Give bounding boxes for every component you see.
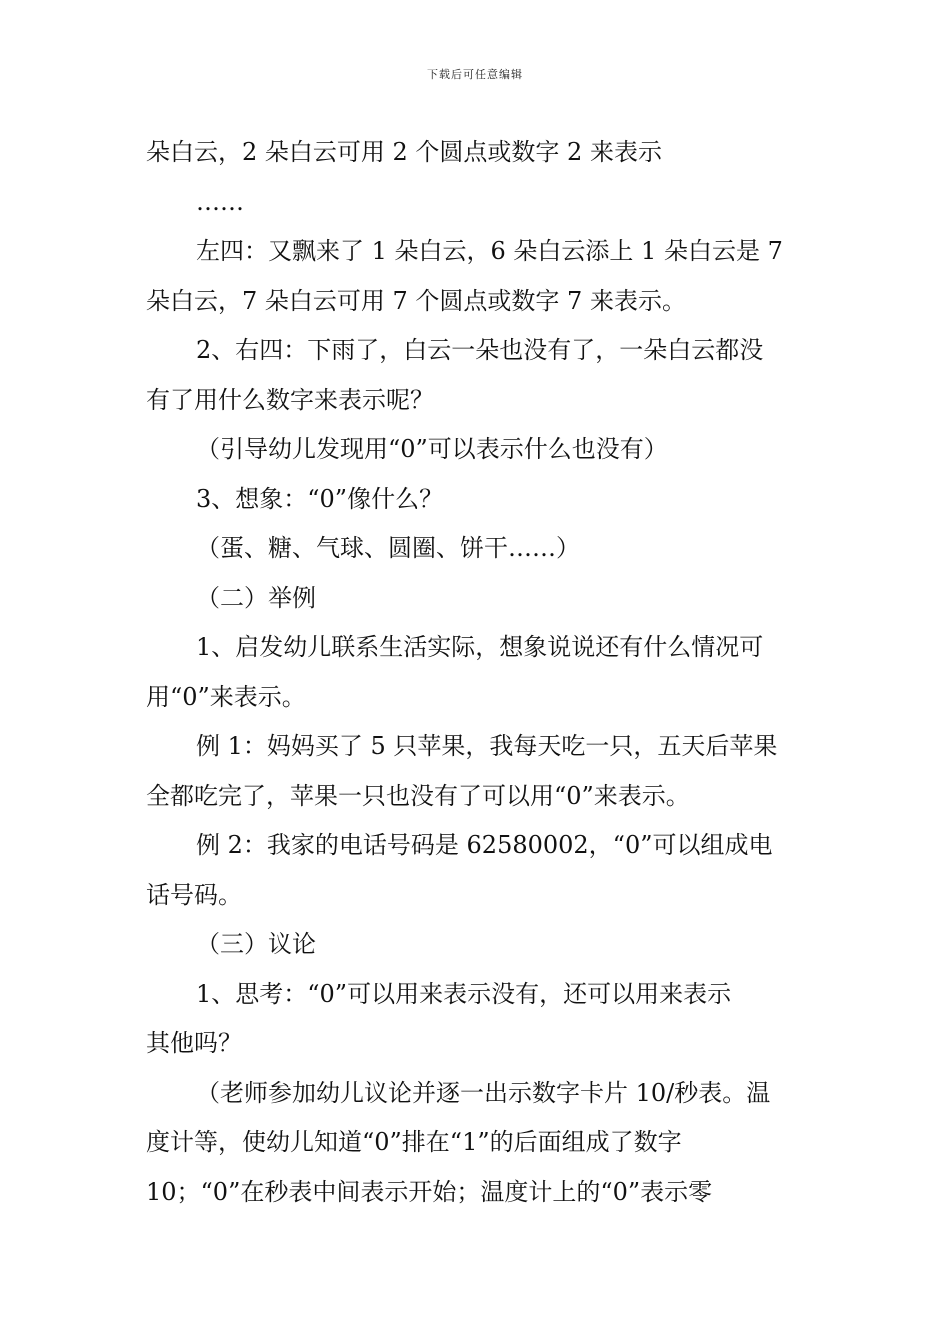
document-body [146,128,810,1217]
text-line: （老师参加幼儿议论并逐一出示数字卡片 10/秒表。温 [196,1078,771,1107]
text-line: 3、想象：“0”像什么？ [196,484,444,513]
text-line: 有了用什么数字来表示呢？ [146,385,434,414]
text-line: …… [196,187,244,216]
text-line: 度计等，使幼儿知道“0”排在“1”的后面组成了数字 [146,1128,682,1156]
text-line: 1、启发幼儿联系生活实际，想象说说还有什么情况可 [196,633,764,661]
text-line: 朵白云，7 朵白云可用 7 个圆点或数字 7 来表示。 [146,286,686,315]
text-line: 2、右四：下雨了，白云一朵也没有了，一朵白云都没 [196,336,764,364]
text-line: 话号码。 [146,880,242,909]
text-line: （蛋、糖、气球、圆圈、饼干……） [196,534,580,562]
text-line: 例 1：妈妈买了 5 只苹果，我每天吃一只，五天后苹果 [196,732,778,760]
text-line: 例 2：我家的电话号码是 62580002，“0”可以组成电 [196,831,773,859]
text-line: 1、思考：“0”可以用来表示没有，还可以用来表示 [196,979,732,1008]
text-line: （引导幼儿发现用“0”可以表示什么也没有） [196,435,668,463]
text-line: 朵白云，2 朵白云可用 2 个圆点或数字 2 来表示 [146,138,662,166]
text-line: 全都吃完了，苹果一只也没有了可以用“0”来表示。 [146,781,690,810]
section-heading: （二）举例 [196,583,316,612]
section-heading: （三）议论 [196,930,316,958]
text-line: 10；“0”在秒表中间表示开始；温度计上的“0”表示零 [146,1177,713,1206]
text-line: 用“0”来表示。 [146,682,306,711]
text-line: 其他吗？ [146,1029,242,1057]
page-header: 下载后可任意编辑 [427,68,523,81]
text-line: 左四：又飘来了 1 朵白云，6 朵白云添上 1 朵白云是 7 [196,237,783,265]
